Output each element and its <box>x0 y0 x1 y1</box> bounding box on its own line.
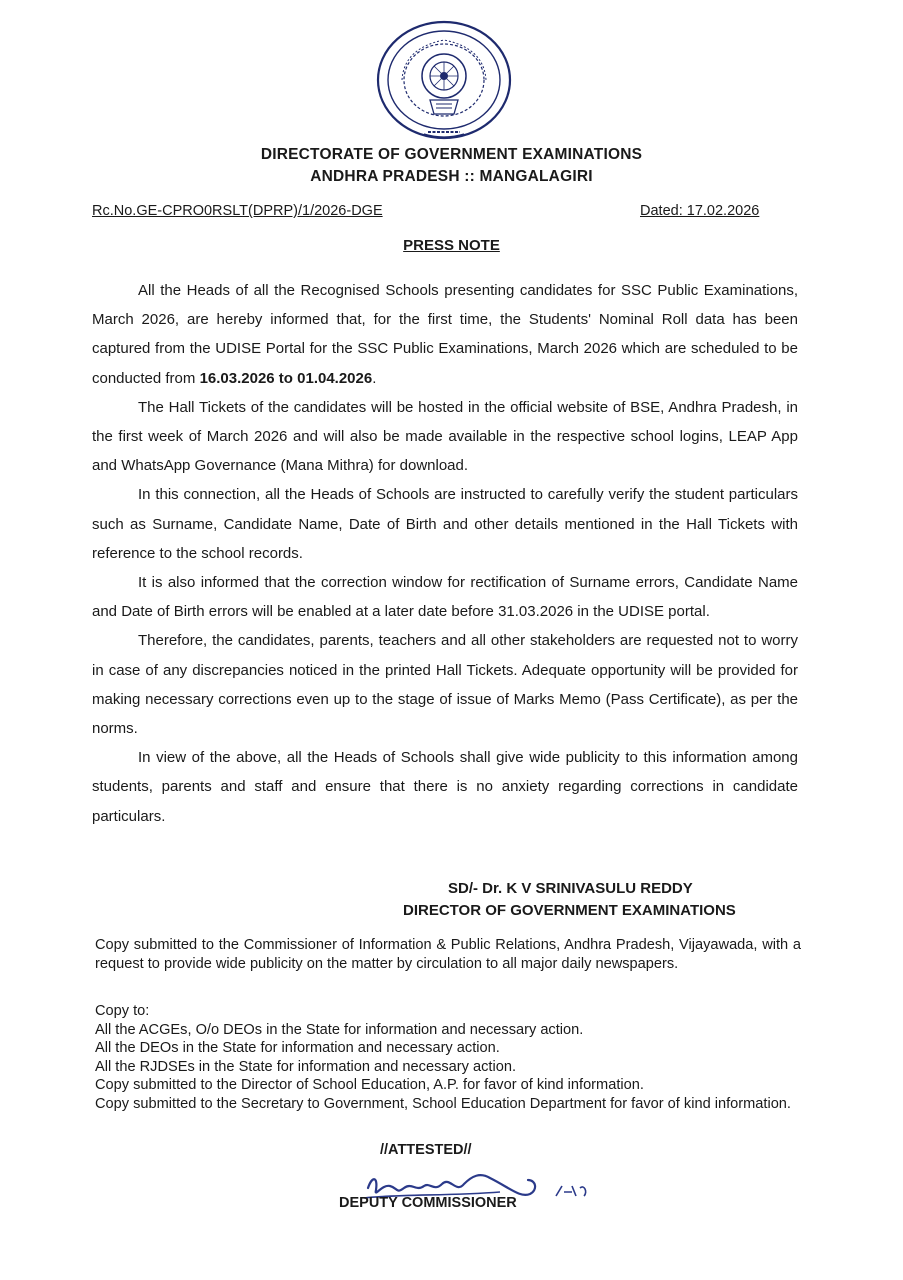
header-directorate: DIRECTORATE OF GOVERNMENT EXAMINATIONS <box>260 146 643 163</box>
paragraph-4: It is also informed that the correction window for rectification of Surname errors, Candidate Name and Date of Birth errors will be enabled at a later date before 31.03.2026 in the UDISE portal. <box>92 574 798 621</box>
exam-dates: 16.03.2026 to 01.04.2026 <box>199 369 373 387</box>
reference-number: Rc.No.GE-CPRO0RSLT(DPRP)/1/2026-DGE <box>92 203 383 219</box>
attested-label: //ATTESTED// <box>380 1142 472 1158</box>
paragraph-6: In view of the above, all the Heads of Schools shall give wide publicity to this information among students, parents and staff and ensure that there is no anxiety regarding corrections in candidate particulars. <box>92 749 798 825</box>
paragraph-1: All the Heads of all the Recognised Schools presenting candidates for SSC Public Examinations, March 2026, are hereby informed that, for the first time, the Students' Nominal Roll data has been captured from the UDISE Portal for the SSC Public Examinations, March 2026 which are scheduled to be conducted from 16.03.2026 to 01.04.2026. <box>92 282 798 387</box>
paragraph-5: Therefore, the candidates, parents, teachers and all other stakeholders are requested not to worry in case of any discrepancies noticed in the printed Hall Tickets. Adequate opportunity will be provided for making necessary corrections even up to the stage of issue of Marks Memo (Pass Certificate), as per the norms. <box>92 632 798 738</box>
list-item: Copy submitted to the Secretary to Government, School Education Department for favor of kind information. <box>95 1095 791 1112</box>
list-item: All the ACGEs, O/o DEOs in the State for information and necessary action. <box>95 1021 584 1038</box>
government-emblem-seal <box>372 18 516 148</box>
copy-submitted-note: Copy submitted to the Commissioner of Information & Public Relations, Andhra Pradesh, Vijayawada, with a request to provide wide publicity on the matter by circulation to all major daily newspapers. <box>95 937 801 972</box>
document-title: PRESS NOTE <box>403 237 500 254</box>
paragraph-3: In this connection, all the Heads of Schools are instructed to carefully verify the student particulars such as Surname, Candidate Name, Date of Birth and other details mentioned in the Hall Tickets with reference to the school records. <box>92 486 798 562</box>
paragraph-2: The Hall Tickets of the candidates will be hosted in the official website of BSE, Andhra Pradesh, in the first week of March 2026 and will also be made available in the respective school logins, LEAP App and WhatsApp Governance (Mana Mithra) for download. <box>92 398 798 475</box>
copy-to-list <box>95 1002 801 1114</box>
document-date: Dated: 17.02.2026 <box>640 203 760 219</box>
signatory-name: SD/- Dr. K V SRINIVASULU REDDY <box>448 880 693 897</box>
copy-to-heading: Copy to: <box>95 1003 150 1019</box>
press-note-body <box>92 276 798 831</box>
list-item: All the RJDSEs in the State for information and necessary action. <box>95 1058 516 1075</box>
list-item: All the DEOs in the State for information and necessary action. <box>95 1040 500 1057</box>
list-item: Copy submitted to the Director of School Education, A.P. for favor of kind information. <box>95 1077 644 1094</box>
deputy-commissioner-label: DEPUTY COMMISSIONER <box>339 1195 517 1211</box>
signatory-designation: DIRECTOR OF GOVERNMENT EXAMINATIONS <box>403 902 736 919</box>
header-location: ANDHRA PRADESH :: MANGALAGIRI <box>310 168 593 185</box>
